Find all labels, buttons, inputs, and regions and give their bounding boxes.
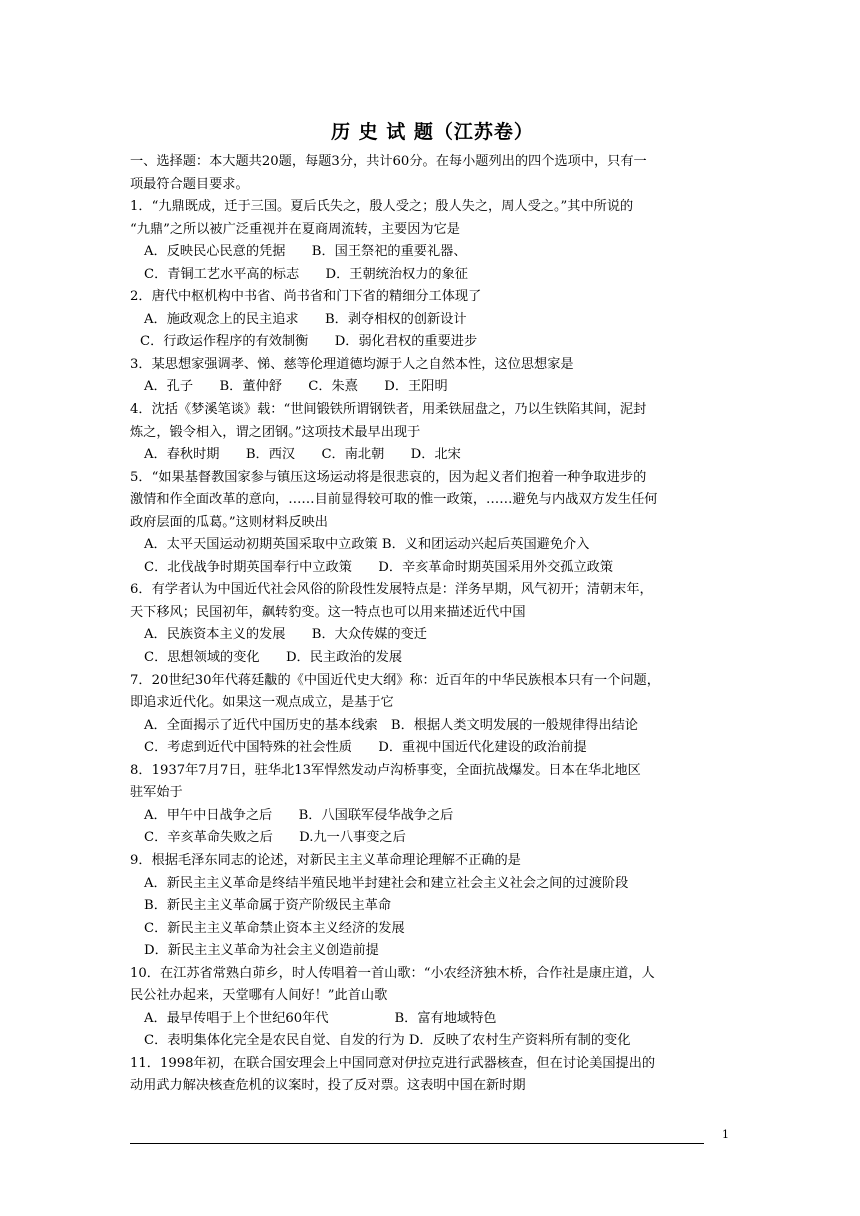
text-line: A．新民主主义革命是终结半殖民地半封建社会和建立社会主义社会之间的过渡阶段 [144, 875, 629, 891]
text-line: C．行政运作程序的有效制衡 D．弱化君权的重要进步 [140, 334, 478, 350]
footer-rule [130, 1143, 704, 1144]
text-line: B．新民主主义革命属于资产阶级民主革命 [144, 898, 392, 914]
text-line: 激情和作全面改革的意向，……目前显得较可取的惟一政策，……避免与内战双方发生任何 [130, 492, 658, 508]
text-line: 炼之，锻令相入，谓之团钢。”这项技术最早出现于 [130, 424, 421, 440]
text-line: 项最符合题目要求。 [130, 176, 249, 192]
text-line: 5．“如果基督教国家参与镇压这场运动将是很悲哀的，因为起义者们抱着一种争取进步的 [130, 469, 647, 485]
text-line: A．民族资本主义的发展 B．大众传媒的变迁 [144, 627, 427, 643]
text-line: 4．沈括《梦溪笔谈》载：“世间锻铁所谓钢铁者，用柔铁屈盘之，乃以生铁陷其间，泥封 [130, 402, 647, 418]
text-line: A．施政观念上的民主追求 B．剥夺相权的创新设计 [144, 311, 467, 327]
text-line: C．新民主主义革命禁止资本主义经济的发展 [144, 920, 405, 936]
text-line: A．甲午中日战争之后 B．八国联军侵华战争之后 [144, 807, 454, 823]
text-line: C．青铜工艺水平高的标志 D．王朝统治权力的象征 [144, 266, 468, 282]
text-line: 3．某思想家强调孝、悌、慈等伦理道德均源于人之自然本性，这位思想家是 [130, 356, 574, 372]
text-line: 10．在江苏省常熟白茆乡，时人传唱着一首山歌：“小农经济独木桥，合作社是康庄道，人 [130, 965, 655, 981]
text-line: 驻军始于 [130, 785, 183, 801]
text-line: 政府层面的瓜葛。”这则材料反映出 [130, 514, 328, 530]
text-line: “九鼎”之所以被广泛重视并在夏商周流转，主要因为它是 [130, 221, 460, 237]
text-line: A．反映民心民意的凭据 B．国王祭祀的重要礼器、 [144, 244, 467, 260]
text-line: C．北伐战争时期英国奉行中立政策 D．辛亥革命时期英国采用外交孤立政策 [144, 559, 614, 575]
text-line: 民公社办起来，天堂哪有人间好！”此首山歌 [130, 988, 388, 1004]
text-line: C．表明集体化完全是农民自觉、自发的行为 D．反映了农村生产资料所有制的变化 [144, 1033, 631, 1049]
text-line: 2．唐代中枢机构中书省、尚书省和门下省的精细分工体现了 [130, 289, 482, 305]
page-title: 历 史 试 题（江苏卷） [331, 121, 534, 143]
text-line: A．春秋时期 B．西汉 C．南北朝 D．北宋 [144, 447, 461, 463]
text-line: A．孔子 B．董仲舒 C．朱熹 D．王阳明 [144, 379, 448, 395]
text-line: A．太平天国运动初期英国采取中立政策 B．义和团运动兴起后英国避免介入 [144, 537, 590, 553]
text-line: A．最早传唱于上个世纪60年代 B．富有地域特色 [144, 1010, 497, 1026]
text-line: 即追求近代化。如果这一观点成立，是基于它 [130, 695, 394, 711]
text-line: 动用武力解决核查危机的议案时，投了反对票。这表明中国在新时期 [130, 1078, 526, 1094]
text-line: A．全面揭示了近代中国历史的基本线索 B．根据人类文明发展的一般规律得出结论 [144, 717, 638, 733]
text-line: 1．“九鼎既成，迁于三国。夏后氏失之，殷人受之；殷人失之，周人受之。”其中所说的 [130, 199, 634, 215]
text-line: C．考虑到近代中国特殊的社会性质 D．重视中国近代化建设的政治前提 [144, 740, 587, 756]
text-line: 6．有学者认为中国近代社会风俗的阶段性发展特点是：洋务早期，风气初开；清朝末年， [130, 582, 653, 598]
text-line: 8．1937年7月7日，驻华北13军悍然发动卢沟桥事变，全面抗战爆发。日本在华北地区 [130, 762, 641, 778]
text-line: 9．根据毛泽东同志的论述，对新民主主义革命理论理解不正确的是 [130, 852, 521, 868]
text-line: 天下移风；民国初年，飙转豹变。这一特点也可以用来描述近代中国 [130, 604, 526, 620]
text-line: C．辛亥革命失败之后 D.九一八事变之后 [144, 830, 406, 846]
question-body [130, 151, 735, 1098]
page-number: 1 [722, 1128, 729, 1141]
text-line: 7．20世纪30年代蒋廷黻的《中国近代史大纲》称：近百年的中华民族根本只有一个问题， [130, 672, 660, 688]
text-line: D．新民主主义革命为社会主义创造前提 [144, 943, 379, 959]
text-line: 11．1998年初，在联合国安理会上中国同意对伊拉克进行武器核查，但在讨论美国提出的 [130, 1055, 656, 1071]
text-line: 一、选择题：本大题共20题，每题3分，共计60分。在每小题列出的四个选项中，只有一 [130, 154, 647, 169]
text-line: C．思想领域的变化 D．民主政治的发展 [144, 650, 403, 666]
